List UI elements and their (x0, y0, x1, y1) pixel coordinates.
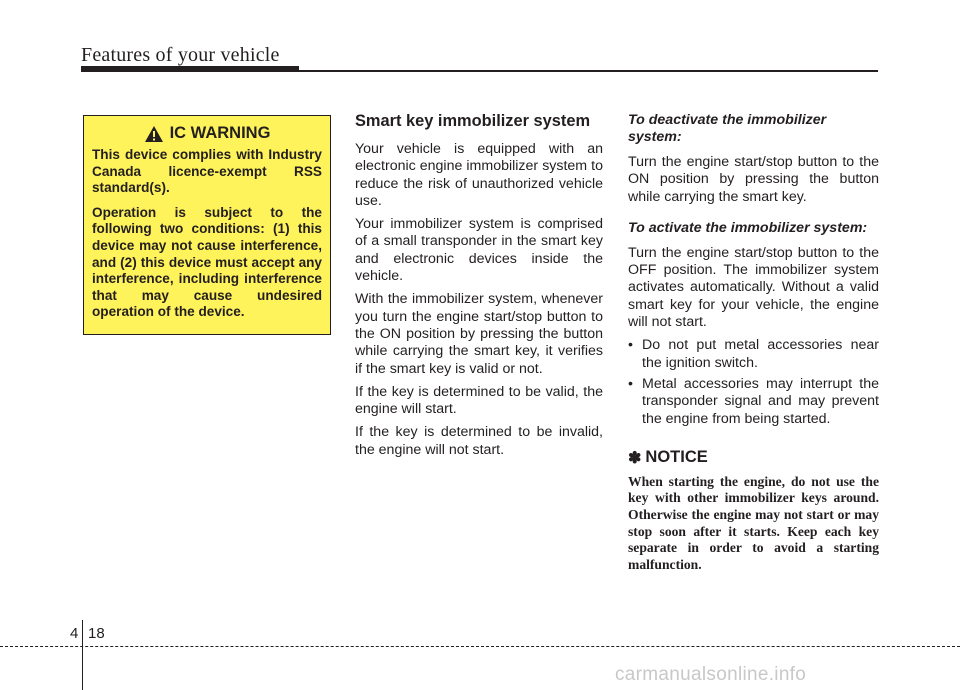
bullet-dot: • (628, 375, 633, 392)
notice-star-icon: ✽ (628, 449, 642, 467)
watermark: carmanualsonline.info (615, 664, 807, 685)
immobilizer-column (355, 112, 603, 465)
body-paragraph: With the immobilizer system, whenever you turn the engine start/stop button to the ON position by pressing the button while carrying the smart key, it verifies if the smart key is valid or not. (355, 291, 603, 377)
body-paragraph: If the key is determined to be valid, the engine will start. (355, 383, 603, 418)
list-item (628, 376, 879, 428)
warning-triangle-icon (144, 125, 164, 143)
notice-text: When starting the engine, do not use the key with other immobilizer keys around. Otherwise the engine may not start or may stop soon after it starts. Keep each key separate in order to avoid a starting malfunction. (628, 473, 879, 572)
bullet-text: Do not put metal accessories near the ignition switch. (642, 337, 879, 371)
footer-divider-horizontal (0, 646, 960, 647)
warning-heading (92, 124, 322, 143)
warning-paragraph: Operation is subject to the following two conditions: (1) this device may not cause interference, and (2) this device must accept any interference, including interference that may cause undesired operation of the device. (92, 204, 322, 320)
deactivate-text: Turn the engine start/stop button to the ON position by pressing the button while carrying the smart key. (628, 154, 879, 205)
bullet-text: Metal accessories may interrupt the transponder signal and may prevent the engine from being started. (642, 375, 879, 427)
page-header-title: Features of your vehicle (81, 44, 280, 66)
body-paragraph: Your vehicle is equipped with an electronic engine immobilizer system to reduce the risk of unauthorized vehicle use. (355, 141, 603, 209)
ic-warning-box (83, 115, 331, 335)
notice-heading (628, 448, 879, 468)
activate-heading: To activate the immobilizer system: (628, 219, 868, 236)
bullet-dot: • (628, 337, 633, 354)
chapter-number: 4 (70, 625, 79, 642)
body-paragraph: If the key is determined to be invalid, the engine will not start. (355, 424, 603, 458)
activate-text: Turn the engine start/stop button to the OFF position. The immobilizer system activates automatically. Without a valid smart key for your vehicle, the engine will not start. (628, 244, 879, 331)
warning-title: IC WARNING (169, 124, 271, 142)
notice-title: NOTICE (645, 448, 708, 467)
body-paragraph: Your immobilizer system is comprised of a small transponder in the smart key and electronic devices inside the vehicle. (355, 216, 603, 285)
header-rule-thin (299, 70, 878, 72)
list-item (628, 337, 879, 372)
header-rule-thick (81, 66, 299, 72)
warning-paragraph: This device complies with Industry Canada licence-exempt RSS standard(s). (92, 147, 322, 196)
deactivate-heading: To deactivate the immobilizer system: (628, 112, 827, 145)
page-number: 18 (88, 625, 105, 642)
footer-divider-vertical (82, 620, 83, 690)
section-title: Smart key immobilizer system (355, 112, 591, 130)
activation-column (628, 112, 879, 573)
